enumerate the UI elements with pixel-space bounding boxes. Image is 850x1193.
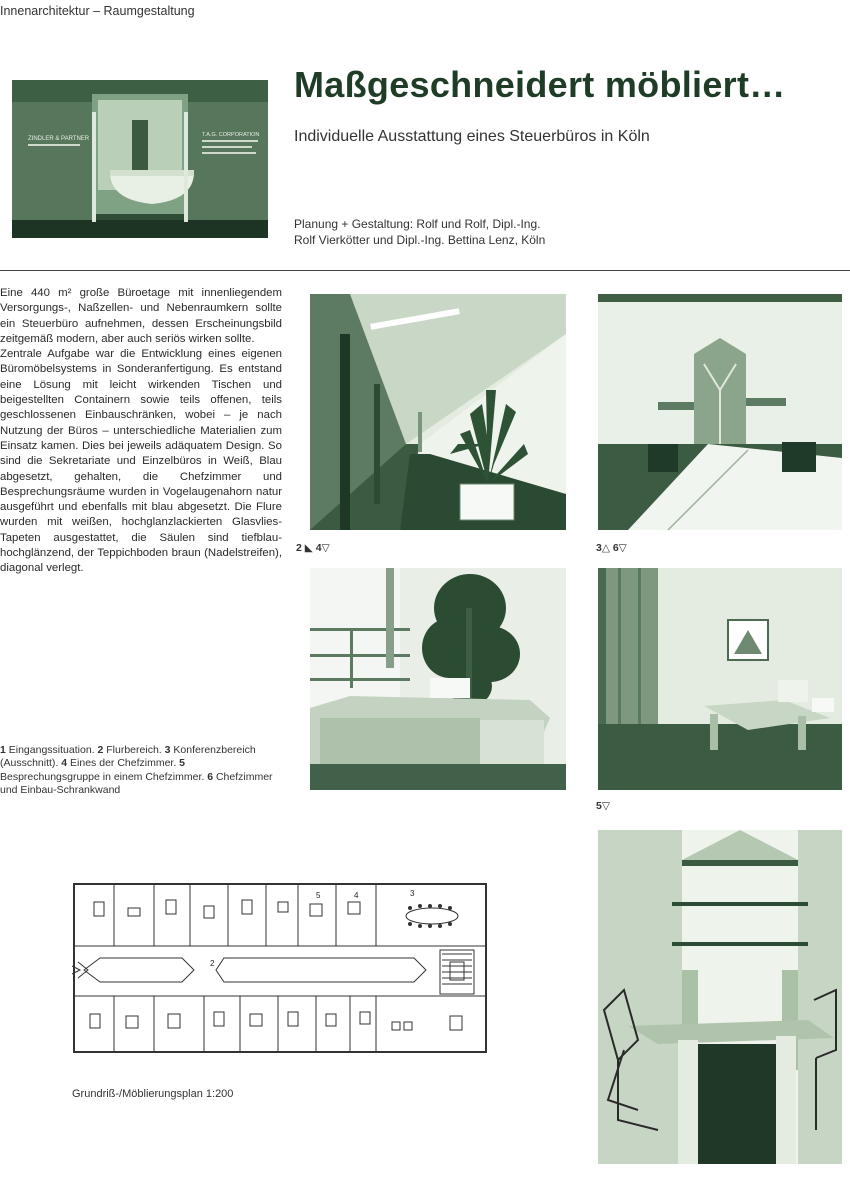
photo-chief-office <box>310 568 566 790</box>
section-header: Innenarchitektur – Raumgestaltung <box>0 4 195 18</box>
caption-text-4: Eines der Chefzimmer. <box>67 757 180 770</box>
article-body <box>0 286 282 577</box>
entrance-sign-right: T.A.G. CORPORATION <box>202 132 260 138</box>
divider-rule <box>0 270 850 271</box>
article-credits <box>294 216 545 248</box>
photo-entrance <box>12 80 268 238</box>
caption-text-2: Flurbereich. <box>103 744 165 756</box>
photo-corridor <box>310 294 566 530</box>
caption-num-5: 5 <box>179 757 186 770</box>
article-subtitle: Individuelle Ausstattung eines Steuerbüros in Köln <box>294 128 650 145</box>
floor-plan-caption: Grundriß-/Möblierungsplan 1:200 <box>72 1088 234 1100</box>
plan-room-3: 3 <box>410 889 415 898</box>
caption-text-1: Eingangssituation. <box>5 744 98 756</box>
floor-plan <box>70 878 490 1078</box>
caption-text-5: Besprechungsgruppe in einem Chefzimmer. <box>0 770 208 783</box>
caption-text-6: Chefzimmer und Einbau-Schrankwand <box>0 770 273 797</box>
plan-room-2: 2 <box>210 959 215 968</box>
plan-room-4: 4 <box>354 891 359 900</box>
figure-label-right: 3△ 6▽ <box>596 542 627 554</box>
photo-captions <box>0 744 282 798</box>
article-title: Maßgeschneidert möbliert… <box>294 64 786 105</box>
caption-num-6: 6 <box>207 770 214 783</box>
figure-label-left: 2 ◣ 4▽ <box>296 542 330 554</box>
body-paragraph-1: Eine 440 m² große Büroetage mit innenliegendem Versorgungs-, Naßzellen- und Nebenraumkern sollte ein Steuerbüro aufnehmen, dessen Erscheinungsbild zeitgemäß modern, aber auch seriös wirken sollte. <box>0 287 282 345</box>
caption-num-4: 4 <box>61 757 68 770</box>
caption-num-1: 1 <box>0 744 6 756</box>
figure-label-5: 5▽ <box>596 800 610 812</box>
caption-text-3: Konferenzbereich (Ausschnitt). <box>0 744 256 770</box>
caption-num-2: 2 <box>97 744 104 756</box>
credits-line-2: Rolf Vierkötter und Dipl.-Ing. Bettina Lenz, Köln <box>294 233 546 247</box>
photo-conference <box>598 294 842 530</box>
plan-room-5: 5 <box>316 891 321 900</box>
photo-meeting-group <box>598 568 842 790</box>
entrance-sign-left: ZINDLER & PARTNER <box>28 136 90 142</box>
body-paragraph-2: Zentrale Aufgabe war die Entwicklung eines eigenen Büromöbelsystems in Sonderanfertigung. Es entstand eine Lösung mit leicht wirkenden Tischen und beigestellten Containern sowie teils offenen, teils geschlossenen Einbauschränken, wobei – je nach Nutzung der Büros – unterschiedliche Materialien zum Einsatz kamen. Dies bei jeweils adäquatem Design. So sind die Sekretariate und Einzelbüros in Weiß, Blau abgesetzt, gehalten, die Chefzimmer und Besprechungsräume wurden in Vogelaugenahorn natur ausgeführt und ebenfalls mit blau abgesetzt. Die Flure wurden mit weißen, hochglanzlackierten Glasvlies-Tapeten ausgestattet, die Säulen sind tiefblau-hochglänzend, der Teppichboden braun (Nadelstreifen), diagonal verlegt. <box>0 348 282 575</box>
credits-line-1: Planung + Gestaltung: Rolf und Rolf, Dipl.-Ing. <box>294 217 541 231</box>
photo-cabinet-wall <box>598 830 842 1164</box>
caption-num-3: 3 <box>164 744 171 756</box>
